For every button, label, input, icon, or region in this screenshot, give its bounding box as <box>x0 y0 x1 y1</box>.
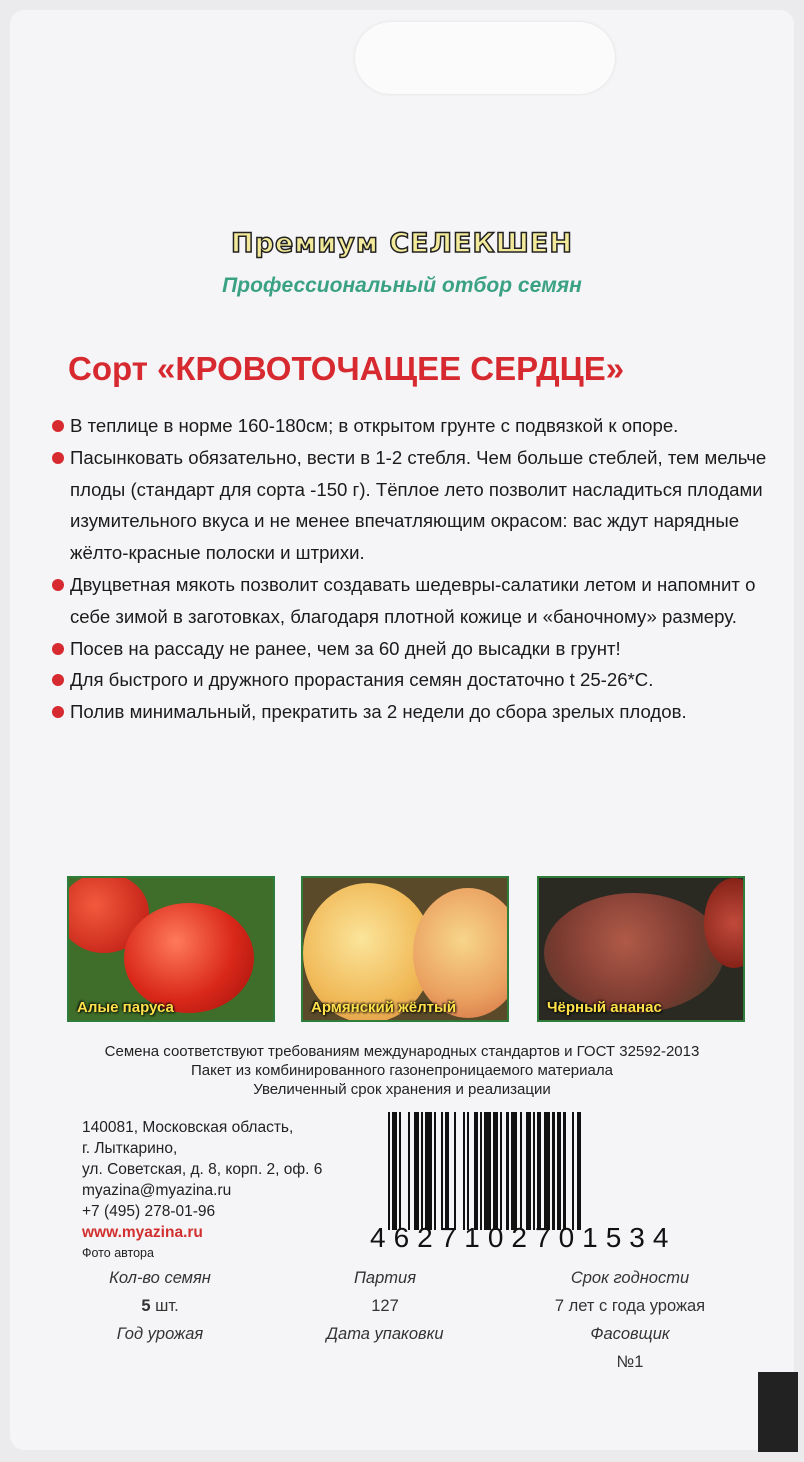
address-line: 140081, Московская область, <box>82 1119 294 1136</box>
address-line: ул. Советская, д. 8, корп. 2, оф. 6 <box>82 1161 323 1178</box>
shelf-label: Срок годности <box>570 1269 690 1287</box>
address-line: г. Лыткарино, <box>82 1140 178 1157</box>
website: www.myazina.ru <box>82 1224 203 1241</box>
packer-value: №1 <box>616 1353 644 1371</box>
list-item: Пасынковать обязательно, вести в 1-2 стебля. Чем больше стеблей, тем мельче плоды (стандарт для сорта -150 г). Тёплое лето позволит насладиться плодами изумительного вкуса и не менее впечатляющим окрасом: вас ждут нарядные жёлто-красные полоски и штрихи. <box>50 442 790 569</box>
seeds-unit: шт. <box>150 1297 179 1315</box>
packer-label: Фасовщик <box>590 1325 670 1343</box>
standards-line: Семена соответствуют требованиям международных стандартов и ГОСТ 32592-2013 <box>104 1043 700 1060</box>
list-item: В теплице в норме 160-180см; в открытом грунте с подвязкой к опоре. <box>50 410 790 442</box>
manufacturer-address <box>82 1117 322 1264</box>
photo-alye-parusa <box>67 876 275 1022</box>
phone: +7 (495) 278-01-96 <box>82 1203 216 1220</box>
shelf-value: 7 лет с года урожая <box>554 1297 706 1315</box>
barcode <box>388 1112 700 1230</box>
batch-value: 127 <box>371 1297 399 1315</box>
corner-mark <box>758 1372 798 1452</box>
barcode-bar <box>401 1112 408 1230</box>
seeds-info <box>90 1264 230 1348</box>
photo-caption: Чёрный ананас <box>547 999 662 1016</box>
list-item: Полив минимальный, прекратить за 2 недели до сбора зрелых плодов. <box>50 696 790 728</box>
batch-info <box>305 1264 465 1348</box>
barcode-bar <box>566 1112 573 1230</box>
barcode-bar <box>511 1112 518 1230</box>
tagline: Профессиональный отбор семян <box>222 274 582 297</box>
barcode-bar <box>581 1112 583 1230</box>
standards-line: Пакет из комбинированного газонепроницаемого материала <box>191 1062 613 1079</box>
barcode-bar <box>456 1112 463 1230</box>
hanger-hole <box>355 22 615 94</box>
photo-credit: Фото автора <box>82 1246 154 1260</box>
barcode-digits: 4627102701534 <box>370 1222 677 1253</box>
pack-date-label: Дата упаковки <box>326 1325 444 1343</box>
list-item: Для быстрого и дружного прорастания семян достаточно t 25-26*С. <box>50 664 790 696</box>
email: myazina@myazina.ru <box>82 1182 232 1199</box>
photo-armyansky <box>301 876 509 1022</box>
standards-text <box>0 1042 804 1099</box>
photo-caption: Алые паруса <box>77 999 174 1016</box>
brand-logo: Премиум СЕЛЕКШЕН <box>231 228 573 259</box>
photo-cherny-ananas <box>537 876 745 1022</box>
shelf-info <box>520 1264 740 1376</box>
batch-label: Партия <box>353 1269 417 1287</box>
barcode-bar <box>484 1112 491 1230</box>
harvest-label: Год урожая <box>116 1325 204 1343</box>
list-item: Двуцветная мякоть позволит создавать шедевры-салатики летом и напомнит о себе зимой в заготовках, благодаря плотной кожице и «баночному» размеру. <box>50 569 790 633</box>
barcode-bar <box>544 1112 551 1230</box>
seeds-count: 5 <box>141 1297 151 1315</box>
list-item: Посев на рассаду не ранее, чем за 60 дней до высадки в грунт! <box>50 633 790 665</box>
seeds-label: Кол-во семян <box>109 1269 211 1287</box>
photo-caption: Армянский жёлтый <box>311 999 457 1016</box>
description-list <box>50 410 790 728</box>
barcode-bar <box>425 1112 432 1230</box>
standards-line: Увеличенный срок хранения и реализации <box>253 1081 551 1098</box>
variety-title: Сорт «КРОВОТОЧАЩЕЕ СЕРДЦЕ» <box>68 350 625 387</box>
